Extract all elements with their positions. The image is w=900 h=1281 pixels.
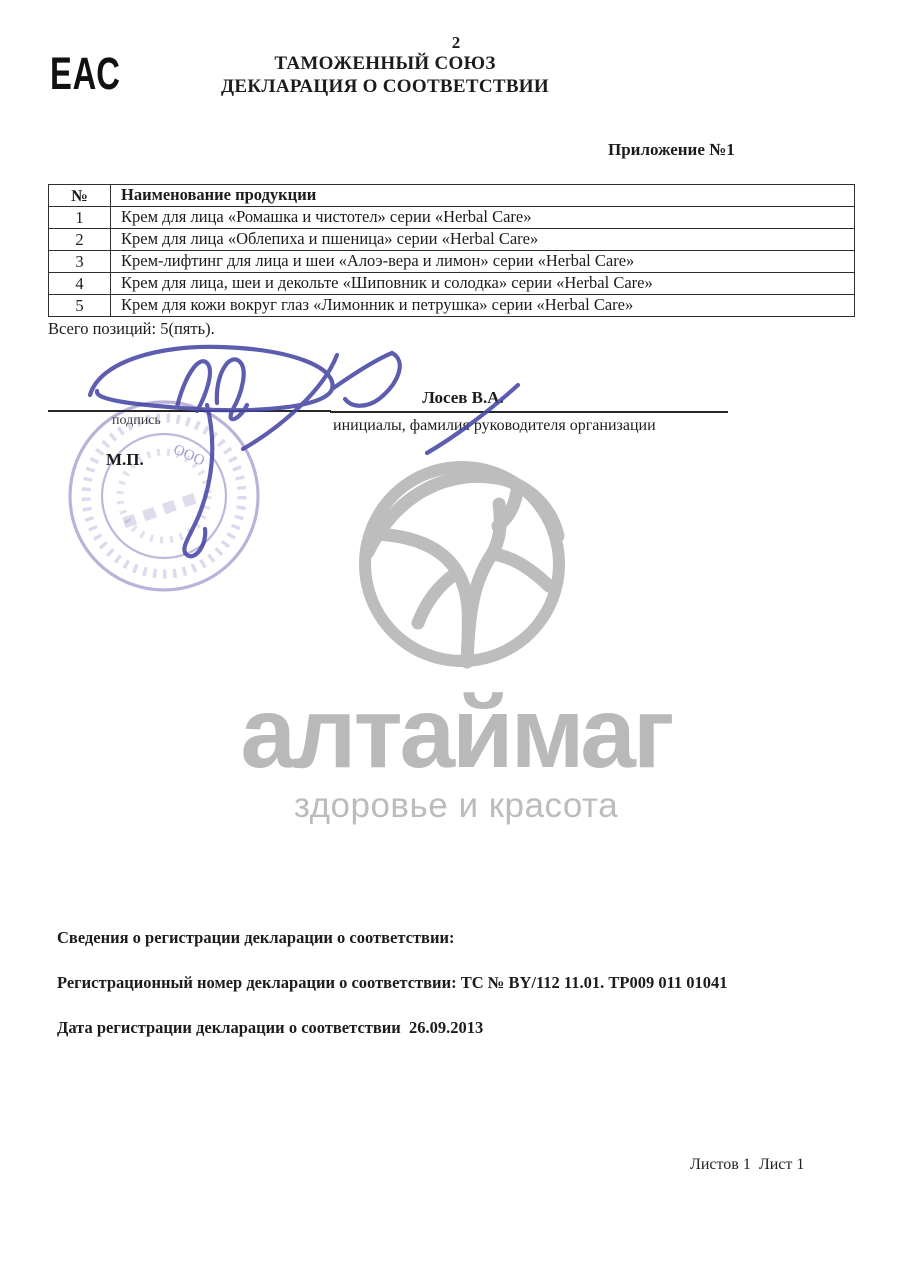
- column-header-number: №: [49, 185, 111, 207]
- signature-caption: подпись: [112, 413, 161, 428]
- signature-flourish: [332, 353, 400, 406]
- registration-number-line: Регистрационный номер декларации о соответствии: ТС № BY/112 11.01. ТР009 011 01041: [57, 973, 728, 992]
- product-name-cell: Крем для лица «Облепиха и пшеница» серии «Herbal Care»: [111, 229, 855, 251]
- registration-heading: Сведения о регистрации декларации о соответствии:: [57, 928, 455, 947]
- product-name-cell: Крем для лица, шеи и декольте «Шиповник и солодка» серии «Herbal Care»: [111, 273, 855, 295]
- logo-right-limb: [492, 554, 549, 586]
- table-row: [49, 273, 855, 295]
- signature-stroke: [177, 361, 210, 411]
- document-title-line1: ТАМОЖЕННЫЙ СОЮЗ: [274, 53, 496, 74]
- total-positions-line: Всего позиций: 5(пять).: [48, 319, 215, 338]
- annex-label: Приложение №1: [608, 140, 735, 159]
- eac-mark-logo: ЕАС: [50, 48, 121, 99]
- row-number-cell: 4: [49, 273, 111, 295]
- page-number: 2: [451, 33, 461, 52]
- registration-date-line: Дата регистрации декларации о соответствии 26.09.2013: [57, 1018, 484, 1037]
- stamp-place-label: М.П.: [106, 450, 144, 469]
- signature-tail: [427, 385, 518, 453]
- table-row: [49, 207, 855, 229]
- row-number-cell: 1: [49, 207, 111, 229]
- products-table: [48, 184, 855, 317]
- logo-trunk-left-branch: [376, 534, 468, 662]
- stamp-org-type-text: ООО: [170, 441, 207, 470]
- row-number-cell: 3: [49, 251, 111, 273]
- product-name-cell: Крем для лица «Ромашка и чистотел» серии «Herbal Care»: [111, 207, 855, 229]
- table-row: [49, 229, 855, 251]
- table-row: [49, 295, 855, 317]
- table-row: [49, 251, 855, 273]
- column-header-product-name: Наименование продукции: [111, 185, 855, 207]
- signature-descender: [184, 405, 212, 556]
- row-number-cell: 2: [49, 229, 111, 251]
- sheets-count-footer: Листов 1 Лист 1: [690, 1156, 805, 1173]
- table-header-row: [49, 185, 855, 207]
- product-name-cell: Крем для кожи вокруг глаз «Лимонник и петрушка» серии «Herbal Care»: [111, 295, 855, 317]
- logo-lower-left-branch: [418, 574, 455, 623]
- document-title-line2: ДЕКЛАРАЦИЯ О СООТВЕТСТВИИ: [221, 76, 549, 97]
- document-title: [145, 52, 625, 98]
- row-number-cell: 5: [49, 295, 111, 317]
- watermark-brand: алтаймаг: [240, 677, 672, 789]
- watermark-tagline: здоровье и красота: [293, 786, 619, 825]
- tree-logo-watermark: [350, 452, 574, 676]
- head-name-caption: инициалы, фамилия руководителя организации: [333, 417, 656, 434]
- product-name-cell: Крем-лифтинг для лица и шеи «Алоэ-вера и лимон» серии «Herbal Care»: [111, 251, 855, 273]
- head-name: Лосев В.А.: [422, 388, 504, 407]
